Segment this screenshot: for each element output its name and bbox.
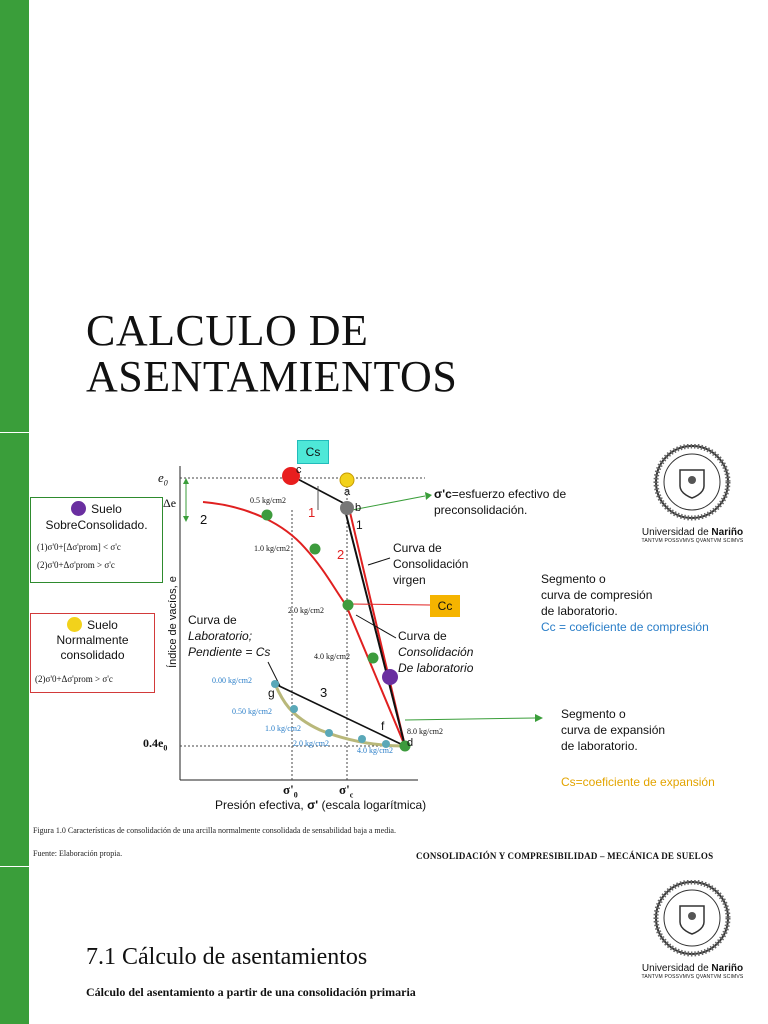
title-line-1: CALCULO DE	[86, 306, 369, 355]
university-logo	[640, 444, 745, 544]
university-name: Universidad de Nariño	[641, 963, 744, 974]
yellow-dot-icon	[67, 617, 82, 632]
load-label: 4.0 kg/cm2	[314, 652, 350, 661]
point-f-label: f	[381, 719, 385, 733]
point-yellow-marker	[340, 473, 354, 487]
y-axis-label: Índice de vacíos, e	[167, 576, 179, 668]
lab-curve-label: Curva de Laboratorio; Pendiente = Cs	[188, 613, 271, 659]
load-label: 8.0 kg/cm2	[407, 727, 443, 736]
normally-consolidated-eq: (2)σ'0+Δσ'prom > σ'c	[35, 674, 113, 684]
slide-title	[86, 308, 457, 400]
load-point-05	[262, 510, 273, 521]
lab-consolidation-label: Curva de Consolidación De laboratorio	[398, 629, 474, 675]
bracket-arrow-down	[183, 516, 189, 522]
university-motto: TANTVM POSSVMVS QVANTVM SCIMVS	[641, 974, 744, 980]
curve-number-black-2: 2	[200, 512, 208, 527]
section-title: 7.1 Cálculo de asentamientos	[86, 944, 368, 970]
unload-point-10	[325, 729, 333, 737]
overconsolidated-box	[30, 497, 163, 583]
load-label: 0.5 kg/cm2	[250, 496, 286, 505]
point-b-marker	[340, 501, 354, 515]
cs-definition: Cs=coeficiente de expansión	[561, 775, 715, 789]
load-label: 1.0 kg/cm2	[254, 544, 290, 553]
load-point-20	[343, 600, 354, 611]
point-b-label: b	[355, 502, 362, 514]
university-logo-2	[640, 880, 745, 980]
normally-consolidated-box	[30, 613, 155, 693]
unload-label: 0.00 kg/cm2	[212, 676, 252, 685]
normally-consolidated-title-3: consolidado	[60, 648, 125, 662]
unload-point-20	[358, 735, 366, 743]
04e0-label: $0.4e_0$	[143, 736, 168, 753]
arrowhead	[535, 714, 543, 722]
university-name: Universidad de Nariño	[641, 527, 744, 538]
cs-tag: Cs	[297, 440, 329, 464]
figure-source: Fuente: Elaboración propia.	[33, 849, 123, 858]
overconsolidated-title-2: SobreConsolidado.	[45, 518, 148, 532]
section-subtitle: Cálculo del asentamiento a partir de una consolidación primaria	[86, 985, 416, 999]
overconsolidated-eq-1: (1)σ'0+[Δσ'prom] < σ'c	[37, 542, 121, 552]
overconsolidated-title: Suelo	[31, 501, 162, 517]
bracket-arrow-up	[183, 478, 189, 484]
curve-number-3: 3	[320, 685, 328, 700]
load-point-40	[368, 653, 379, 664]
unload-label: 0.50 kg/cm2	[232, 707, 272, 716]
unload-label: 1.0 kg/cm2	[265, 724, 301, 733]
sigma-c-definition: σ'c=esfuerzo efectivo de preconsolidación.	[434, 487, 567, 517]
virgin-curve-label: Curva de Consolidación virgen	[393, 541, 469, 587]
unload-point-050	[290, 705, 298, 713]
curve-number-black-1: 1	[356, 518, 363, 532]
title-line-2: ASENTAMIENTOS	[86, 352, 458, 401]
point-d-label: d	[407, 737, 414, 749]
arrow-sigma-c	[352, 496, 425, 510]
sigmac-label: $\sigma'_c$	[339, 782, 354, 800]
cc-tag: Cc	[430, 595, 460, 617]
compression-segment-text: Segmento o curva de compresión de laboratorio. Cc = coeficiente de compresión	[541, 572, 709, 634]
load-point-10	[310, 544, 321, 555]
curve-number-red-1: 1	[308, 505, 316, 520]
arrowhead	[425, 492, 432, 500]
arrow-cc	[350, 604, 430, 605]
load-label: 2.0 kg/cm2	[288, 606, 324, 615]
pointer-virgin	[368, 558, 390, 565]
curve-number-red-2: 2	[337, 547, 345, 562]
delta-e-label: Δe	[163, 496, 177, 510]
overconsolidated-eq-2: (2)σ'0+Δσ'prom > σ'c	[37, 560, 115, 570]
unload-label: 2.0 kg/cm2	[293, 739, 329, 748]
sigma0-label: $\sigma'_0$	[283, 782, 298, 800]
arrow-expansion	[405, 718, 535, 720]
unload-label: 4.0 kg/cm2	[357, 746, 393, 755]
normally-consolidated-title: Suelo	[31, 617, 154, 633]
point-c-label: c	[296, 464, 302, 476]
university-motto: TANTVM POSSVMVS QVANTVM SCIMVS	[641, 538, 744, 544]
x-axis-label: Presión efectiva, σ' (escala logarítmica)	[215, 798, 427, 812]
point-g-label: g	[268, 686, 275, 700]
e0-label: $e_0$	[158, 470, 168, 488]
point-purple-marker	[382, 669, 398, 685]
normally-consolidated-title-2: Normalmente	[56, 633, 129, 647]
figure-caption: Figura 1.0 Características de consolidación de una arcilla normalmente consolidada de sensabilidad baja a media.	[33, 826, 396, 835]
course-footer: CONSOLIDACIÓN Y COMPRESIBILIDAD – MECÁNICA DE SUELOS	[416, 851, 714, 861]
point-a-label: a	[344, 486, 351, 498]
purple-dot-icon	[71, 501, 86, 516]
expansion-segment-text: Segmento o curva de expansión de laboratorio.	[561, 707, 666, 753]
seal-icon	[640, 880, 745, 958]
seal-icon	[640, 444, 745, 522]
